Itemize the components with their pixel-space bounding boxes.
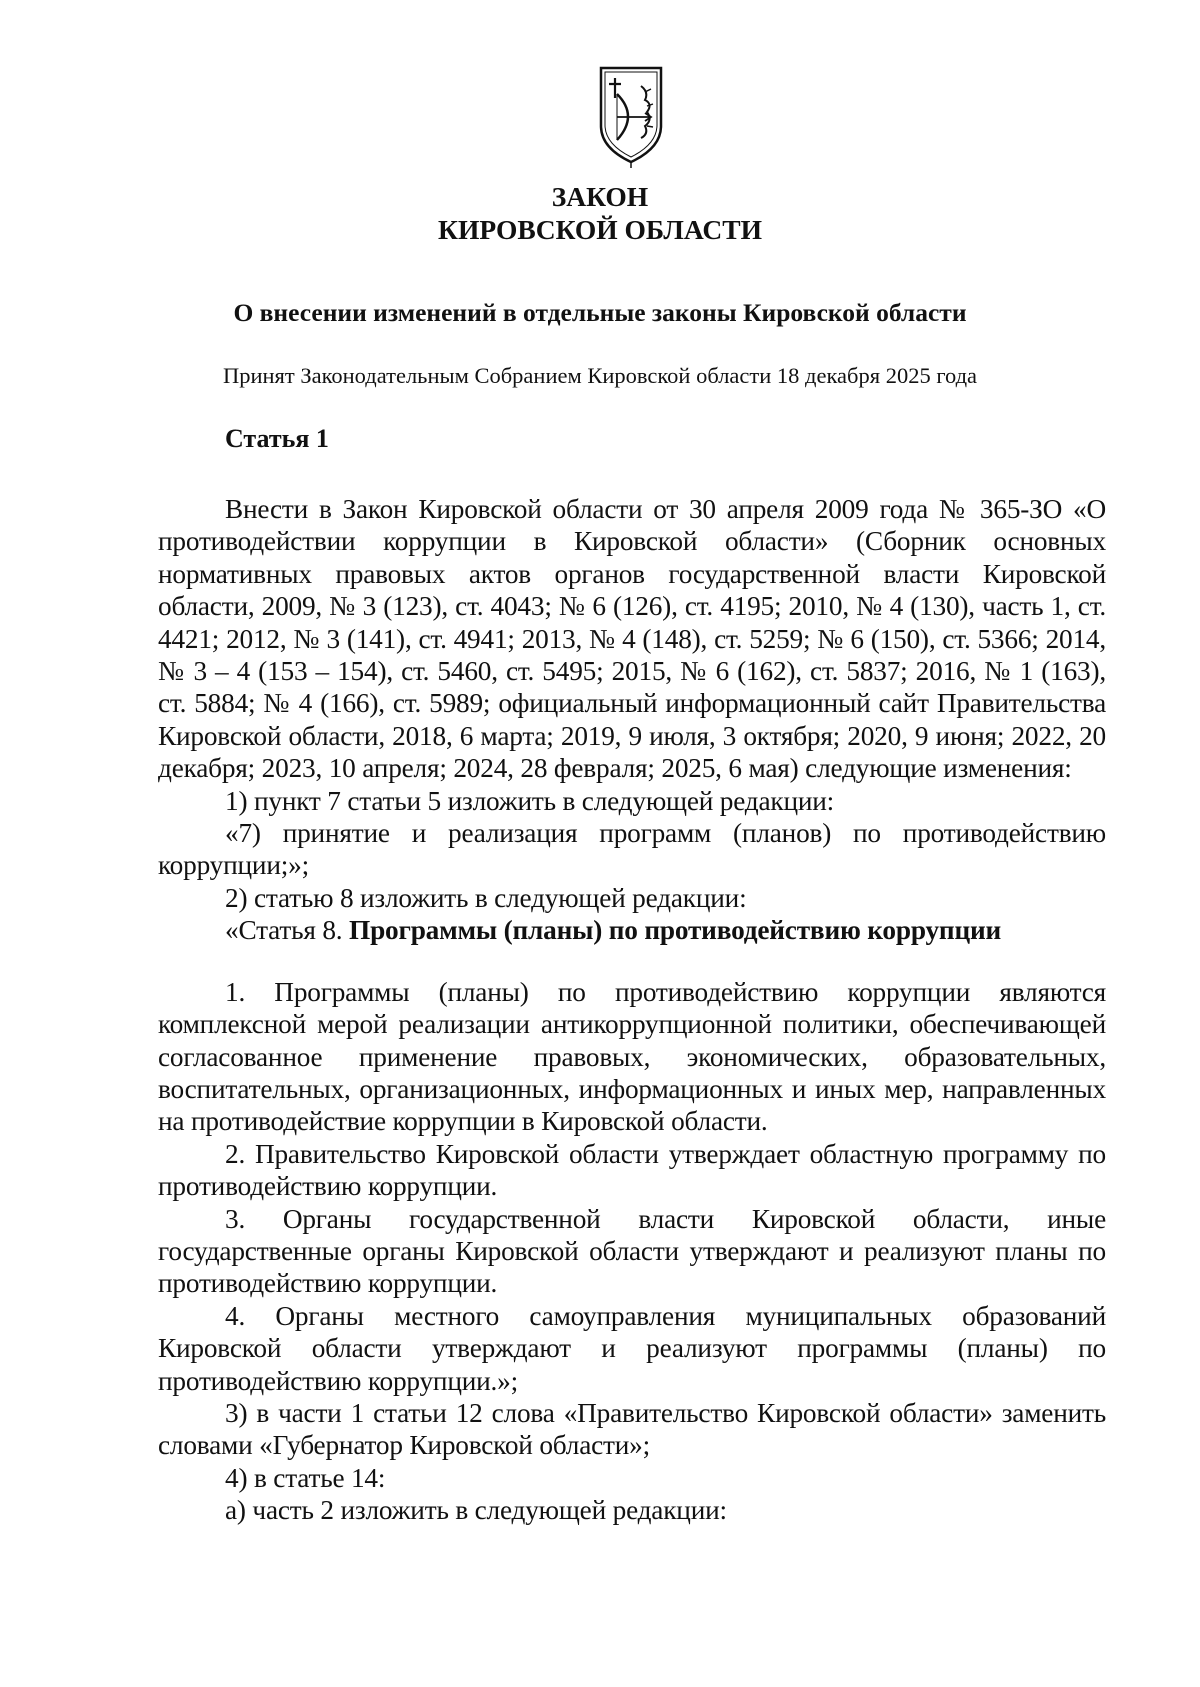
law-region: КИРОВСКОЙ ОБЛАСТИ	[438, 214, 762, 245]
article-8-paragraph-4: 4. Органы местного самоуправления муниципальных образований Кировской области утверждают и реализуют программы (планы) по противодействию коррупции.»;	[158, 1300, 1106, 1396]
article-intro: Внести в Закон Кировской области от 30 апреля 2009 года № 365-ЗО «О противодействии коррупции в Кировской области» (Сборник основных нормативных правовых актов органов государственной власти Кировской области, 2009, № 3 (123), ст. 4043; № 6 (126), ст. 4195; 2010, № 4 (130), часть 1, ст. 4421; 2012, № 3 (141), ст. 4941; 2013, № 4 (148), ст. 5259; № 6 (150), ст. 5366; 2014, № 3 – 4 (153 – 154), ст. 5460, ст. 5495; 2015, № 6 (162), ст. 5837; 2016, № 1 (163), ст. 5884; № 4 (166), ст. 5989; официальный информационный сайт Правительства Кировской области, 2018, 6 марта; 2019, 9 июля, 3 октября; 2020, 9 июня; 2022, 20 декабря; 2023, 10 апреля; 2024, 28 февраля; 2025, 6 мая) следующие изменения:	[158, 494, 1106, 784]
adoption-line: Принят Законодательным Собранием Кировской области 18 декабря 2025 года	[222, 363, 978, 388]
amendment-item-4a: а) часть 2 изложить в следующей редакции:	[225, 1495, 727, 1526]
law-subtitle: О внесении изменений в отдельные законы Кировской области	[233, 298, 967, 327]
coat-of-arms-icon	[595, 64, 667, 168]
amendment-item-3: 3) в части 1 статьи 12 слова «Правительство Кировской области» заменить словами «Губернатор Кировской области»;	[158, 1397, 1106, 1461]
article-8-paragraph-1: 1. Программы (планы) по противодействию коррупции являются комплексной мерой реализации антикоррупционной политики, обеспечивающей согласованное применение правовых, экономических, образовательных, воспитательных, организационных, информационных и иных мер, направленных на противодействие коррупции в Кировской области.	[158, 976, 1106, 1137]
amendment-item-4: 4) в статье 14:	[225, 1462, 386, 1493]
article-8-paragraph-3: 3. Органы государственной власти Кировской области, иные государственные органы Кировской области утверждают и реализуют планы по противодействию коррупции.	[158, 1203, 1106, 1299]
amendment-item-1-text: «7) принятие и реализация программ (планов) по противодействию коррупции;»;	[158, 818, 1106, 881]
article-8-title: Программы (планы) по противодействию коррупции	[349, 915, 1002, 946]
article-8-prefix: «Статья 8.	[225, 915, 350, 946]
law-title: ЗАКОН	[551, 181, 649, 212]
article-8-heading	[158, 914, 1106, 946]
article-8-paragraph-2: 2. Правительство Кировской области утверждает областную программу по противодействию коррупции.	[158, 1138, 1106, 1202]
article-body	[158, 493, 1106, 1527]
amendment-item-2: 2) статью 8 изложить в следующей редакции:	[225, 882, 747, 913]
amendment-item-1: 1) пункт 7 статьи 5 изложить в следующей редакции:	[225, 785, 835, 816]
article-heading: Статья 1	[225, 424, 329, 453]
